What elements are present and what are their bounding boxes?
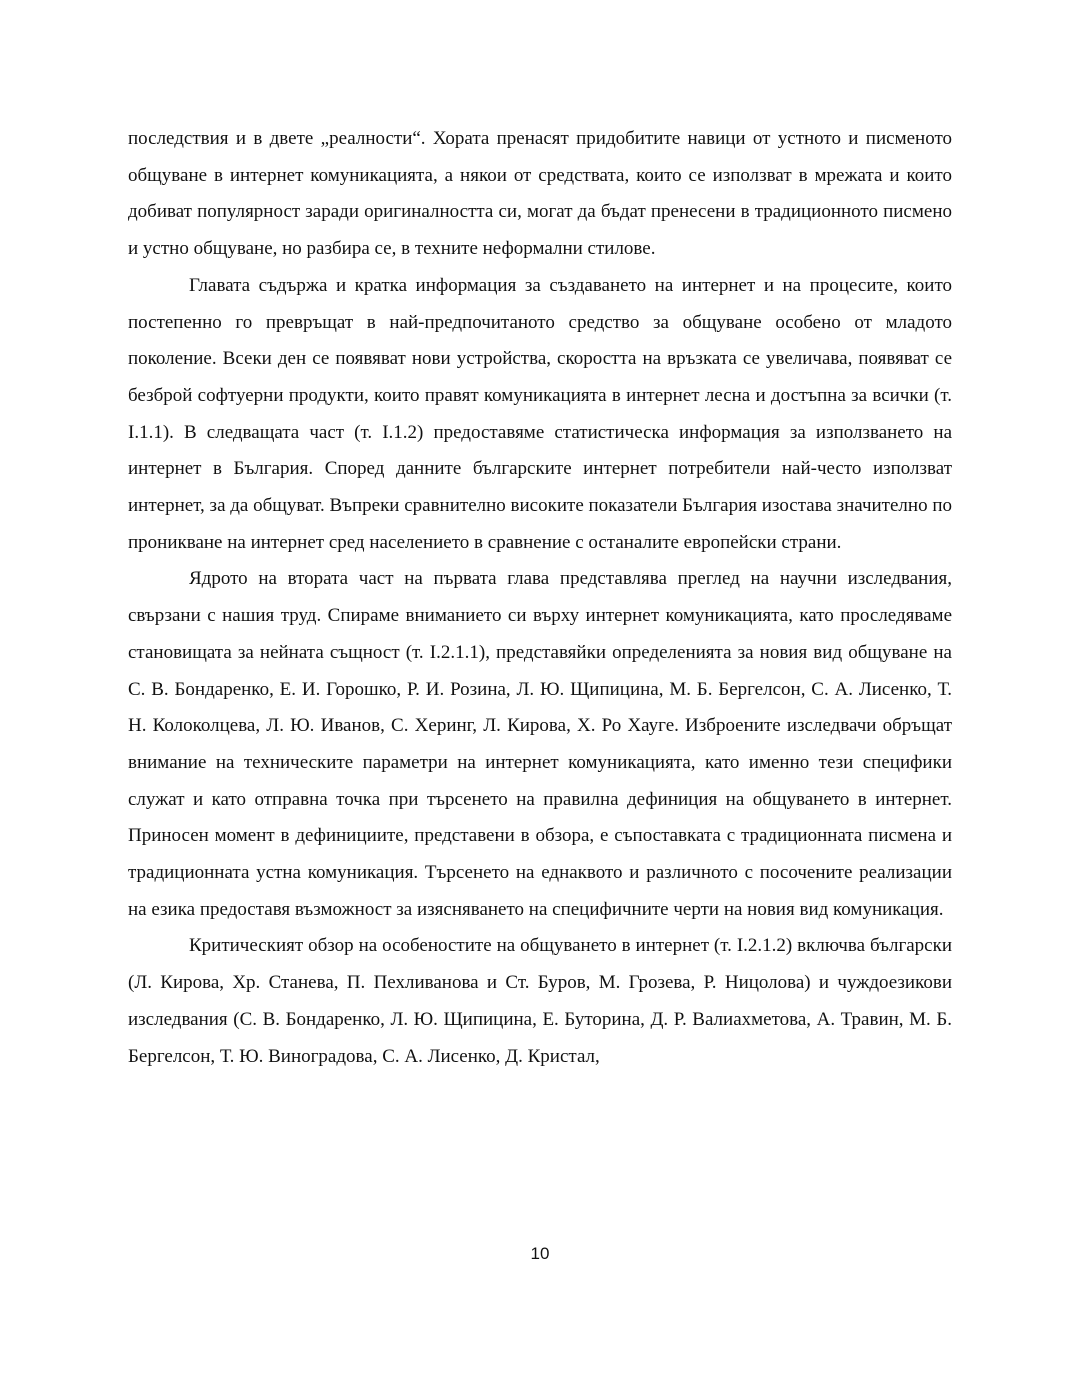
page-number: 10 [530, 1244, 550, 1263]
paragraph-critical-overview: Критическият обзор на особеностите на общуването в интернет (т. І.2.1.2) включва български (Л. Кирова, Хр. Станева, П. Пехливанова и Ст. Буров, М. Грозева, Р. Ницолова) и чуждоезикови изследвания (С. В. Бондаренко, Л. Ю. Щипицина, Е. Буторина, Д. Р. Валиахметова, А. Травин, М. Б. Бергелсон, Т. Ю. Виноградова, С. А. Лисенко, Д. Кристал, [128, 935, 952, 1067]
body-text [128, 121, 952, 1075]
paragraph-research-review: Ядрото на втората част на първата глава представлява преглед на научни изследвания, свързани с нашия труд. Спираме вниманието си върху интернет комуникацията, като проследяваме становищата за нейната същност (т. І.2.1.1), представяйки определенията за новия вид общуване на С. В. Бондаренко, Е. И. Горошко, Р. И. Розина, Л. Ю. Щипицина, М. Б. Бергелсон, С. А. Лисенко, Т. Н. Колоколцева, Л. Ю. Иванов, С. Херинг, Л. Кирова, Х. Ро Хауге. Изброените изследвачи обръщат внимание на техническите параметри на интернет комуникацията, като именно тези специфики служат и като отправна точка при търсенето на правилна дефиниция на общуването в интернет. Приносен момент в дефинициите, представени в обзора, е съпоставката с традиционната писмена и традиционната устна комуникация. Търсенето на еднаквото и различното с посочените реализации на езика предоставя възможност за изясняването на специфичните черти на новия вид комуникация. [128, 568, 952, 920]
paragraph-internet-history: Главата съдържа и кратка информация за създаването на интернет и на процесите, които постепенно го превръщат в най-предпочитаното средство за общуване особено от младото поколение. Всеки ден се появяват нови устройства, скоростта на връзката се увеличава, появяват се безброй софтуерни продукти, които правят комуникацията в интернет лесна и достъпна за всички (т. І.1.1). В следващата част (т. І.1.2) предоставяме статистическа информация за използването на интернет в България. Според данните българските интернет потребители най-често използват интернет, за да общуват. Въпреки сравнително високите показатели България изостава значително по проникване на интернет сред населението в сравнение с останалите европейски страни. [128, 274, 952, 553]
paragraph-continuation: последствия и в двете „реалности“. Хората пренасят придобитите навици от устното и писменото общуване в интернет комуникацията, а някои от средствата, които се използват в мрежата и които добиват популярност заради оригиналността си, могат да бъдат пренесени в традиционното писмено и устно общуване, но разбира се, в техните неформални стилове. [128, 128, 952, 260]
